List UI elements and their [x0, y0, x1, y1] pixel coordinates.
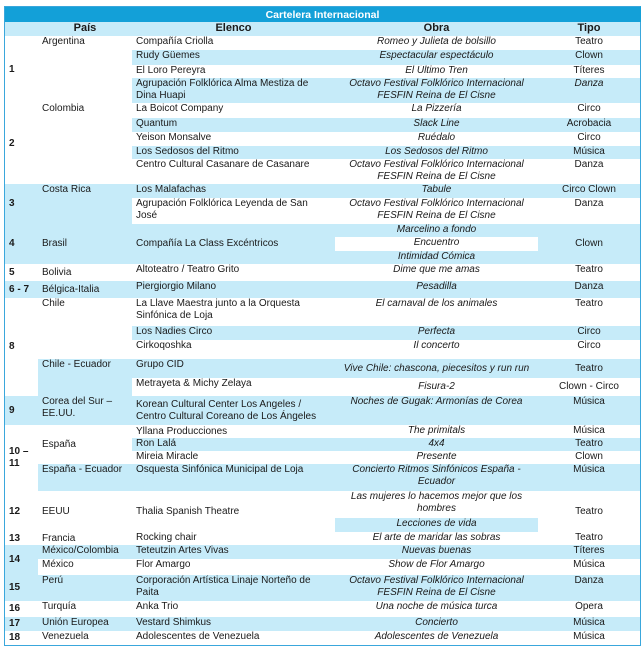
cast-cell [132, 617, 336, 632]
show-cell-text: Concierto Ritmos Sinfónicos España - Ecuador [352, 464, 521, 487]
show-cell [335, 224, 539, 238]
type-cell-text: Danza [574, 159, 604, 170]
country-cell-text: Perú [42, 575, 64, 586]
country-cell-text: Costa Rica [42, 184, 91, 195]
cast-cell [132, 224, 336, 265]
cast-cell [132, 451, 336, 465]
country-cell-text: Unión Europea [42, 617, 109, 628]
cast-cell [132, 545, 336, 560]
cast-cell-text: La Boicot Company [136, 103, 224, 114]
cast-cell [132, 532, 336, 546]
country-cell [38, 532, 133, 546]
show-cell-text: Espectacular espectáculo [379, 50, 494, 61]
country-cell [38, 224, 133, 265]
type-cell [538, 65, 641, 79]
cast-cell-text: La Llave Maestra junto a la Orquesta Sinfónica de Loja [136, 298, 300, 321]
type-cell [538, 50, 641, 66]
cast-cell-text: Metrayeta & Michy Zelaya [136, 378, 252, 389]
type-cell-text: Títeres [573, 65, 605, 76]
type-cell-text: Clown [575, 238, 603, 249]
row-number-text: 3 [9, 198, 15, 209]
row-number [4, 617, 39, 632]
cast-cell-text: El Loro Pereyra [136, 65, 206, 76]
row-number-text: 17 [9, 618, 21, 629]
type-cell [538, 532, 641, 546]
type-cell-text: Teatro [575, 298, 603, 309]
row-number-text: 10 – 11 [9, 446, 29, 469]
country-cell [38, 464, 133, 492]
row-number [4, 36, 39, 104]
country-cell-text: Chile - Ecuador [42, 359, 111, 370]
cast-cell-text: Teteutzin Artes Vivas [136, 545, 229, 556]
show-cell-text: Intimidad Cómica [397, 251, 476, 262]
row-number-text: 5 [9, 266, 15, 278]
cast-cell [132, 601, 336, 618]
show-cell [335, 451, 539, 465]
type-cell [538, 146, 641, 160]
country-cell [38, 425, 133, 465]
row-number-text: 12 [9, 505, 21, 517]
show-cell [335, 264, 539, 282]
cast-cell [132, 425, 336, 439]
type-cell-text: Música [573, 559, 605, 570]
show-cell [335, 326, 539, 341]
cast-cell [132, 159, 336, 185]
cast-cell-text: Agrupación Folklórica Leyenda de San José [136, 198, 308, 221]
show-cell-text: Perfecta [417, 326, 456, 337]
country-cell-text: Chile [42, 298, 65, 309]
show-cell [335, 65, 539, 79]
type-cell [538, 464, 641, 492]
type-cell [538, 326, 641, 341]
row-number [4, 281, 39, 299]
type-cell [538, 545, 641, 560]
type-cell [538, 298, 641, 327]
cast-cell-text: Altoteatro / Teatro Grito [136, 264, 240, 275]
country-cell [38, 601, 133, 618]
type-cell [538, 617, 641, 632]
show-cell-text: Octavo Festival Folklórico Internacional FESFIN Reina de El Cisne [349, 78, 524, 101]
row-number-text: 14 [9, 554, 21, 565]
header-obra: Obra [335, 22, 539, 37]
show-cell [335, 425, 539, 439]
country-cell [38, 298, 133, 360]
country-cell-text: Venezuela [42, 631, 89, 642]
row-number [4, 532, 39, 546]
show-cell-text: Slack Line [413, 118, 460, 129]
type-cell-text: Circo [577, 103, 601, 114]
show-cell-text: El Último Tren [405, 65, 468, 76]
country-cell-text: España [42, 438, 76, 450]
row-number [4, 631, 39, 646]
row-number [4, 103, 39, 185]
type-cell-text: Circo [577, 340, 601, 351]
type-cell-text: Danza [574, 575, 604, 586]
type-cell [538, 224, 641, 265]
cast-cell [132, 264, 336, 282]
show-cell [335, 631, 539, 646]
cast-cell-text: Rudy Güemes [136, 50, 200, 61]
row-number-text: 16 [9, 603, 21, 614]
cast-cell-text: Centro Cultural Casanare de Casanare [136, 159, 310, 170]
show-cell-text: Octavo Festival Folklórico Internacional FESFIN Reina de El Cisne [349, 198, 524, 221]
show-cell-text: 4x4 [428, 438, 445, 449]
cast-cell [132, 146, 336, 160]
show-cell [335, 118, 539, 133]
row-number-text: 2 [9, 137, 15, 149]
show-cell [335, 146, 539, 160]
cast-cell-text: Anka Trio [136, 601, 179, 612]
type-cell-text: Teatro [575, 264, 603, 275]
type-cell-text: Clown [575, 50, 603, 61]
type-cell [538, 103, 641, 119]
type-cell-text: Música [573, 464, 605, 475]
show-cell [335, 251, 539, 265]
cast-cell-text: Flor Amargo [136, 559, 191, 570]
show-cell-text: Octavo Festival Folklórico Internacional FESFIN Reina de El Cisne [349, 159, 524, 182]
row-number [4, 575, 39, 602]
country-cell-text: Argentina [42, 36, 85, 47]
show-cell-text: La Pizzería [411, 103, 462, 114]
show-cell [335, 159, 539, 185]
show-cell-text: Nuevas buenas [401, 545, 472, 556]
country-cell [38, 264, 133, 282]
cast-cell [132, 438, 336, 452]
country-cell-text: EEUU [42, 505, 70, 517]
type-cell-text: Circo [577, 326, 601, 337]
row-number-text: 9 [9, 404, 15, 416]
type-cell [538, 78, 641, 104]
show-cell-text: Romeo y Julieta de bolsillo [377, 36, 496, 47]
type-cell [538, 378, 641, 397]
cast-cell-text: Los Nadies Circo [136, 326, 213, 337]
show-cell [335, 601, 539, 618]
type-cell-text: Música [573, 631, 605, 642]
country-cell-text: Bélgica-Italia [42, 283, 100, 295]
show-cell [335, 359, 539, 379]
cast-cell [132, 575, 336, 602]
row-number [4, 298, 39, 397]
cast-cell-text: Agrupación Folklórica Alma Mestiza de Dina Huapi [136, 78, 309, 101]
cast-cell-text: Corporación Artística Linaje Norteño de Paita [136, 575, 311, 598]
row-number-text: 4 [9, 238, 15, 249]
show-cell [335, 617, 539, 632]
country-cell-text: Francia [42, 532, 76, 544]
show-cell [335, 198, 539, 225]
country-cell-text: Colombia [42, 103, 85, 114]
country-cell [38, 545, 133, 560]
type-cell [538, 601, 641, 618]
show-cell [335, 132, 539, 147]
type-cell [538, 159, 641, 185]
type-cell-text: Danza [574, 281, 604, 292]
show-cell [335, 50, 539, 66]
show-cell-text: Presente [416, 451, 457, 462]
header-pais: País [38, 22, 133, 37]
cast-cell-text: Quantum [136, 118, 178, 129]
type-cell-text: Clown - Circo [558, 381, 619, 392]
type-cell [538, 36, 641, 51]
cast-cell [132, 184, 336, 199]
country-cell-text: México [42, 559, 74, 570]
table-title: Cartelera Internacional [4, 6, 641, 23]
row-number-text: 6 - 7 [9, 283, 30, 295]
show-cell-text: Pesadilla [416, 281, 457, 292]
show-cell-text: Dime que me amas [393, 264, 480, 275]
cast-cell-text: Compañía Criolla [136, 36, 214, 47]
row-number [4, 184, 39, 225]
type-cell [538, 118, 641, 133]
show-cell [335, 396, 539, 426]
cast-cell [132, 36, 336, 51]
type-cell-text: Música [573, 396, 605, 407]
show-cell-text: Concierto [415, 617, 458, 628]
cast-cell [132, 103, 336, 119]
show-cell-text: Una noche de música turca [375, 601, 498, 612]
show-cell-text: El arte de maridar las sobras [372, 532, 501, 543]
country-cell [38, 36, 133, 104]
type-cell-text: Danza [574, 198, 604, 209]
show-cell [335, 340, 539, 360]
header-tipo: Tipo [538, 22, 641, 37]
show-cell-text: Marcelino a fondo [396, 224, 477, 235]
cast-cell-text: Mireia Miracle [136, 451, 199, 462]
cast-cell-text: Osquesta Sinfónica Municipal de Loja [136, 464, 304, 475]
cast-cell [132, 378, 336, 397]
type-cell [538, 264, 641, 282]
type-cell-text: Ópera [575, 601, 603, 612]
type-cell-text: Teatro [575, 532, 603, 543]
show-cell-text: The primitals [407, 425, 466, 436]
show-cell-text: Lecciones de vida [396, 518, 477, 529]
row-number-text: 18 [9, 632, 21, 643]
type-cell-text: Teatro [575, 438, 603, 449]
country-cell [38, 617, 133, 632]
cast-cell-text: Adolescentes de Venezuela [136, 631, 260, 642]
type-cell-text: Teatro [575, 505, 603, 517]
header-num [4, 22, 39, 37]
row-number-text: 13 [9, 532, 21, 544]
cast-cell [132, 281, 336, 299]
country-cell-text: Brasil [42, 238, 68, 249]
country-cell-text: Bolivia [42, 266, 72, 278]
country-cell-text: España - Ecuador [42, 464, 123, 475]
cast-cell [132, 298, 336, 327]
show-cell [335, 491, 539, 519]
cast-cell-text: Grupo CID [136, 359, 184, 370]
show-cell-text: Encuentro [413, 237, 460, 248]
country-cell [38, 575, 133, 602]
show-cell [335, 518, 539, 533]
country-cell [38, 559, 133, 576]
type-cell-text: Teatro [575, 36, 603, 47]
type-cell-text: Clown [575, 451, 603, 462]
cast-cell-text: Korean Cultural Center Los Angeles / Centro Cultural Coreano de Los Ángeles [136, 398, 317, 422]
cast-cell [132, 359, 336, 379]
show-cell [335, 464, 539, 492]
cast-cell-text: Thalia Spanish Theatre [136, 505, 240, 517]
cast-cell-text: Vestard Shimkus [136, 617, 212, 628]
country-cell [38, 359, 133, 397]
show-cell [335, 532, 539, 546]
type-cell [538, 631, 641, 646]
country-cell [38, 396, 133, 426]
cast-cell-text: Yeison Monsalve [136, 132, 212, 143]
country-cell [38, 631, 133, 646]
type-cell [538, 281, 641, 299]
show-cell-text: Las mujeres lo hacemos mejor que los hombres [350, 491, 523, 514]
country-cell-text: México/Colombia [42, 545, 119, 556]
type-cell-text: Música [573, 146, 605, 157]
header-elenco: Elenco [132, 22, 336, 37]
cast-cell [132, 340, 336, 360]
type-cell [538, 438, 641, 452]
type-cell-text: Música [573, 617, 605, 628]
show-cell [335, 78, 539, 104]
type-cell-text: Acrobacia [566, 118, 612, 129]
cast-cell [132, 65, 336, 79]
cast-cell [132, 118, 336, 133]
country-cell-text: Turquía [42, 601, 77, 612]
cast-cell [132, 631, 336, 646]
country-cell [38, 281, 133, 299]
type-cell [538, 340, 641, 360]
row-number-text: 8 [9, 341, 15, 352]
show-cell-text: Vive Chile: chascona, piecesitos y run run [343, 362, 530, 374]
show-cell [335, 438, 539, 452]
cast-cell [132, 78, 336, 104]
cast-cell-text: Ron Lalá [136, 438, 177, 449]
row-number [4, 545, 39, 576]
show-cell-text: Noches de Gugak: Armonías de Corea [350, 396, 523, 407]
cast-cell [132, 326, 336, 341]
type-cell-text: Danza [574, 78, 604, 89]
type-cell [538, 184, 641, 199]
row-number [4, 425, 39, 492]
type-cell [538, 451, 641, 465]
show-cell [335, 378, 539, 397]
cast-cell-text: Cirkoqoshka [136, 340, 192, 351]
type-cell-text: Circo [577, 132, 601, 143]
row-number-text: 1 [9, 63, 15, 75]
show-cell [335, 575, 539, 602]
show-cell-text: Octavo Festival Folklórico Internacional FESFIN Reina de El Cisne [349, 575, 524, 598]
country-cell [38, 491, 133, 533]
type-cell [538, 559, 641, 576]
type-cell [538, 359, 641, 379]
cast-cell [132, 464, 336, 492]
show-cell [335, 103, 539, 119]
cast-cell [132, 198, 336, 225]
cast-cell [132, 559, 336, 576]
cast-cell-text: Rocking chair [136, 532, 197, 543]
row-number [4, 224, 39, 265]
type-cell-text: Música [573, 425, 605, 436]
row-number [4, 601, 39, 618]
show-cell-text: Tabule [421, 184, 452, 195]
show-cell-text: Fisura-2 [418, 381, 455, 392]
show-cell [335, 184, 539, 199]
row-number [4, 396, 39, 426]
cast-cell-text: Los Malafachas [136, 184, 207, 195]
type-cell [538, 491, 641, 533]
type-cell-text: Títeres [573, 545, 605, 556]
type-cell [538, 198, 641, 225]
country-cell-text: Corea del Sur – EE.UU. [42, 396, 113, 419]
type-cell [538, 575, 641, 602]
show-cell-text: Il concerto [413, 340, 460, 351]
row-number [4, 491, 39, 533]
type-cell [538, 132, 641, 147]
cast-cell [132, 396, 336, 426]
cast-cell [132, 491, 336, 533]
show-cell-text: Adolescentes de Venezuela [374, 631, 499, 642]
row-number-text: 15 [9, 582, 21, 593]
show-cell [335, 545, 539, 560]
cast-cell-text: Los Sedosos del Ritmo [136, 146, 239, 157]
cast-cell-text: Piergiorgio Milano [136, 281, 217, 292]
show-cell [335, 237, 539, 252]
type-cell-text: Teatro [575, 362, 603, 374]
cast-cell-text: Yllana Producciones [136, 425, 228, 437]
country-cell [38, 103, 133, 185]
row-number [4, 264, 39, 282]
type-cell-text: Circo Clown [562, 184, 616, 195]
country-cell [38, 184, 133, 225]
show-cell-text: El carnaval de los animales [375, 298, 498, 309]
show-cell [335, 559, 539, 576]
show-cell-text: Show de Flor Amargo [388, 559, 485, 570]
show-cell [335, 281, 539, 299]
cast-cell [132, 132, 336, 147]
type-cell [538, 396, 641, 426]
cast-cell-text: Compañía La Class Excéntricos [136, 238, 279, 249]
show-cell [335, 36, 539, 51]
cast-cell [132, 50, 336, 66]
show-cell-text: Los Sedosos del Ritmo [385, 146, 488, 157]
show-cell-text: Ruédalo [417, 132, 456, 143]
show-cell [335, 298, 539, 327]
type-cell [538, 425, 641, 439]
